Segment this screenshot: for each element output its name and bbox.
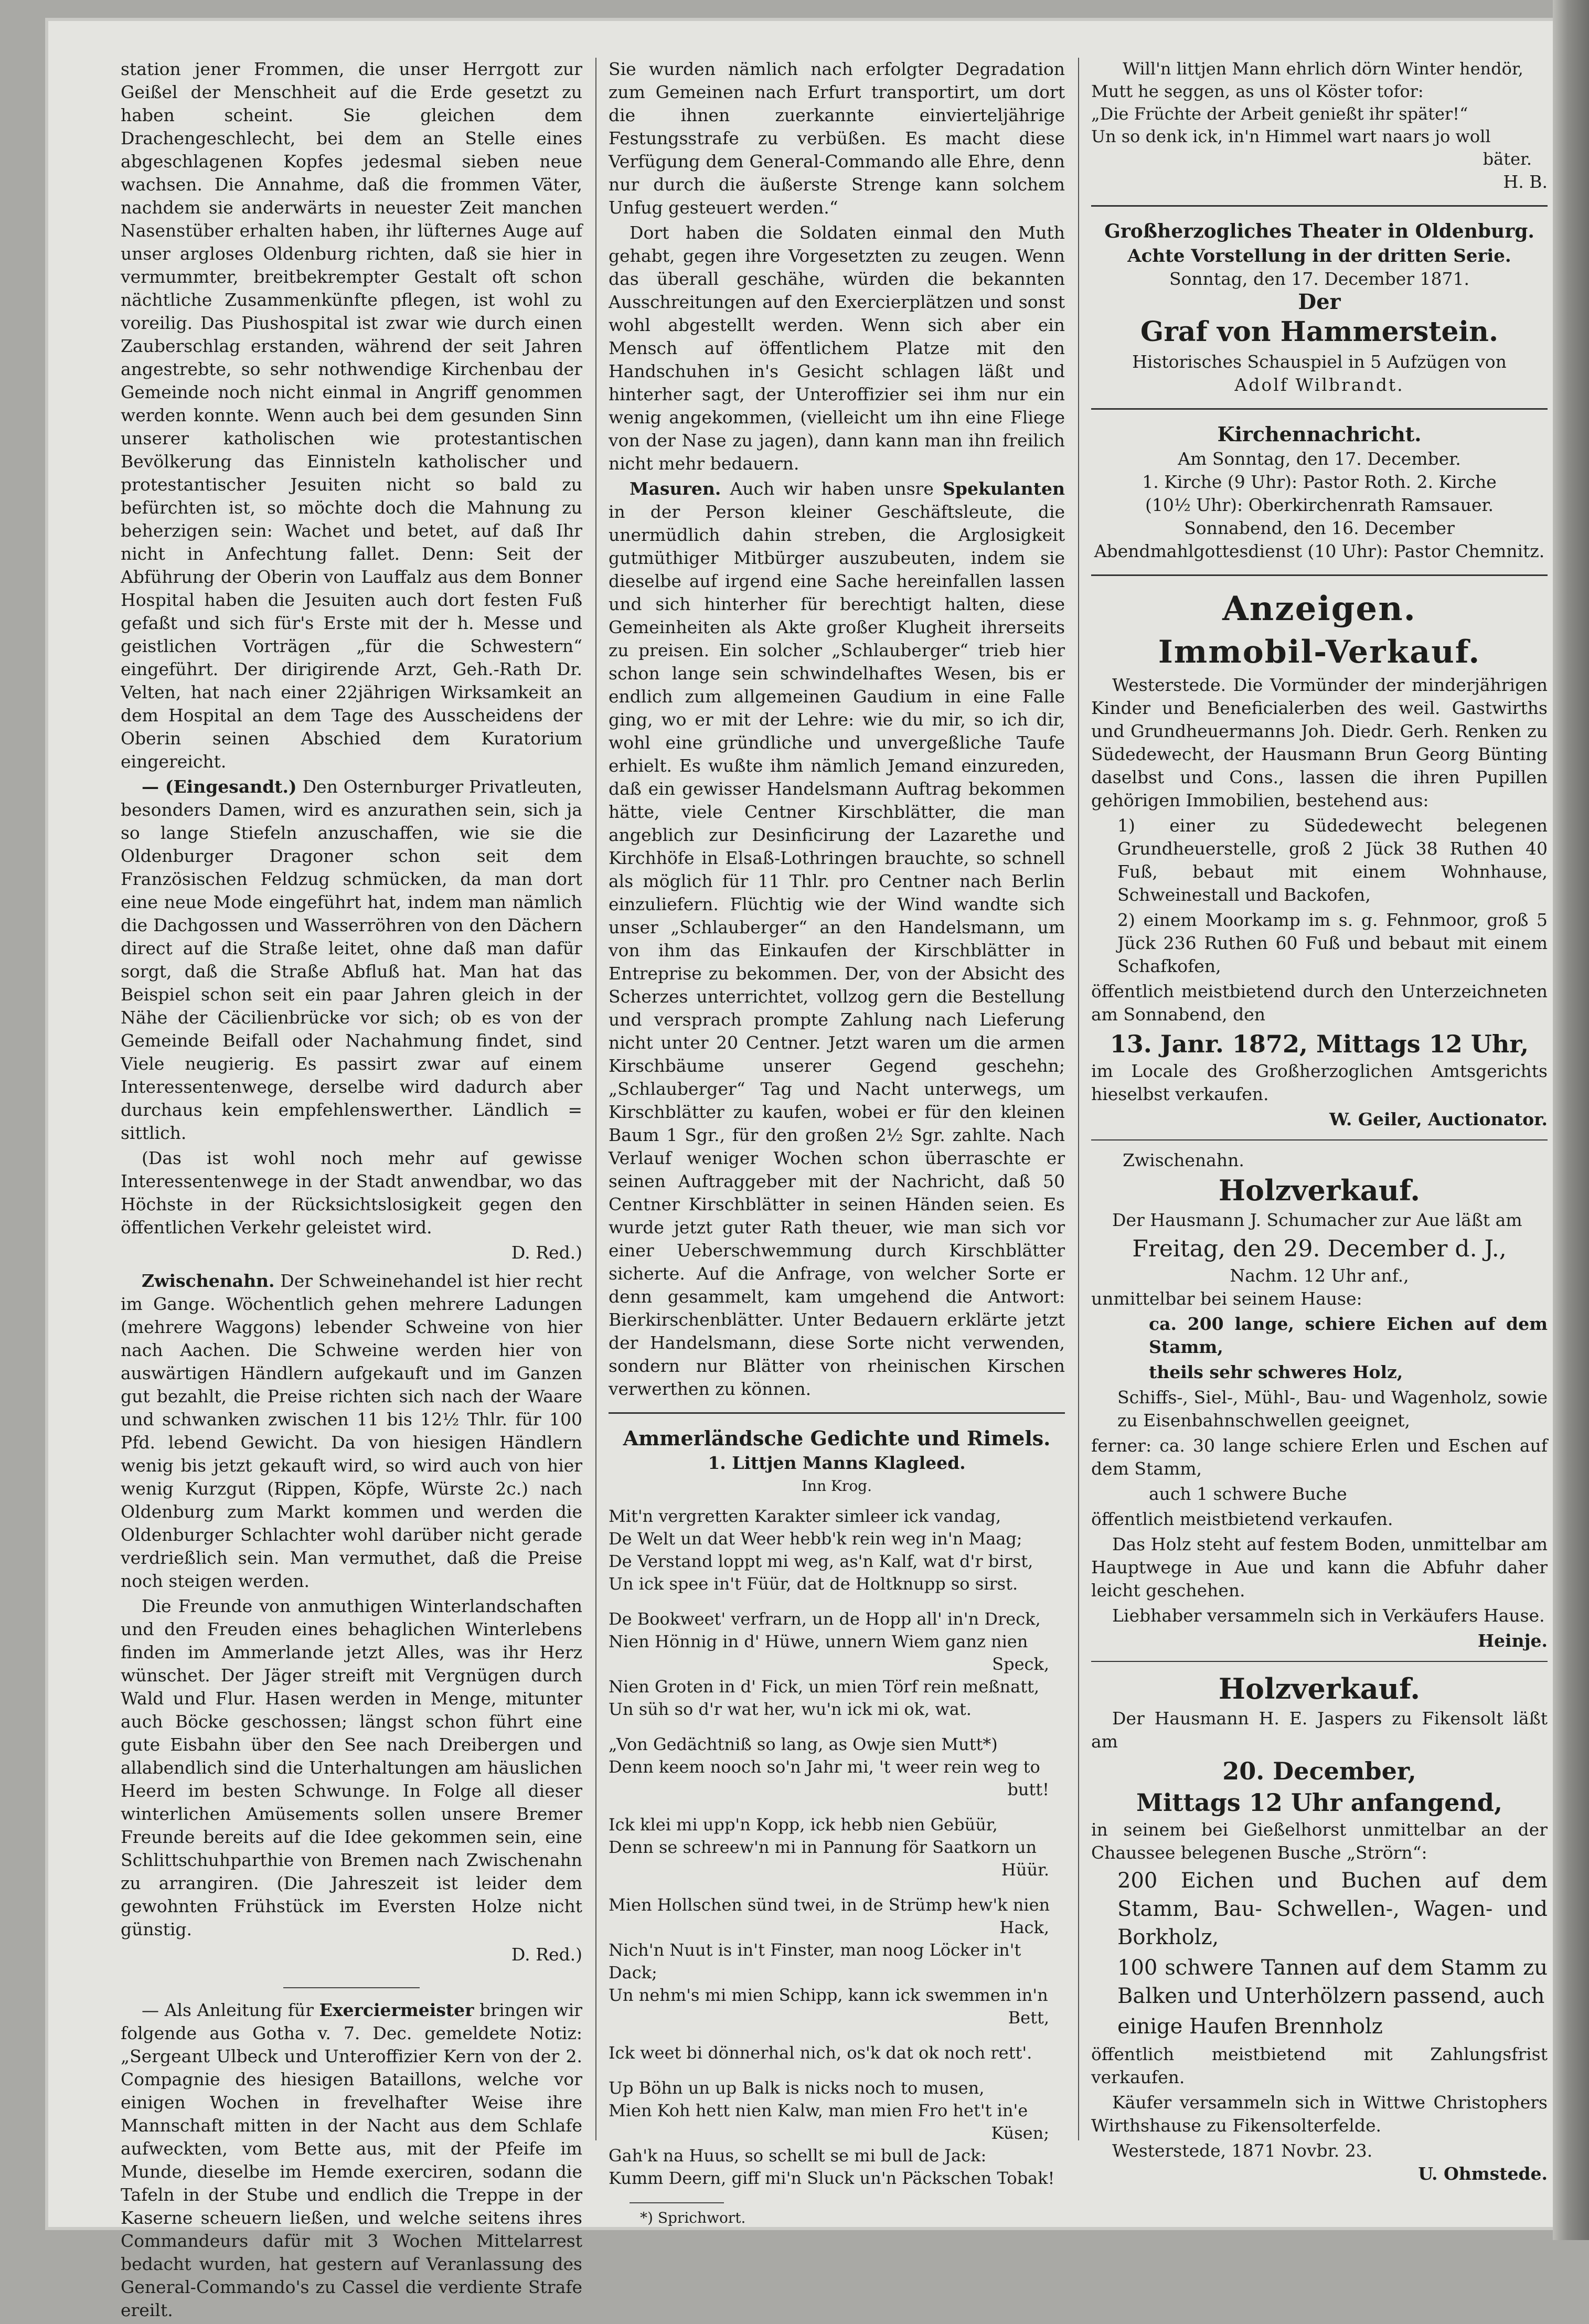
article-winter: Die Freunde von anmuthigen Winterlandschaften und den Freuden eines behaglichen Winterlebens finden im Ammerlande jetzt Alles, was ihr Herz wünschet. Der Jäger streift mit Vergnügen durch Wald und Flur. Hasen werden in Menge, mitunter auch Böcke geschossen; längst schon führt eine gute Eisbahn über den See nach Dreibergen und allabendlich sind die Unterhaltungen am häuslichen Heerd im besten Schwunge. In Folge all dieser winterlichen Amüsements sollen unsere Bremer Freunde bereits auf die Idee gekommen sein, eine Schlittschuhparthie von Bremen nach Zwischenahn zu arrangiren. (Die Jahreszeit ist leider dem gewohnten Frühstück im Eversten Holze nicht günstig. <box>121 1596 582 1939</box>
poem-line: Un so denk ick, in'n Himmel wart naars jo woll <box>1091 126 1491 146</box>
poem-line: Speck, <box>992 1654 1049 1674</box>
holz2-text: Der Hausmann H. E. Jaspers zu Fikensolt läßt am <box>1091 1708 1548 1752</box>
holz1-text: Das Holz steht auf festem Boden, unmittelbar am Hauptwege in Aue und kann die Abfuhr daher leicht geschehen. <box>1091 1534 1548 1601</box>
article-jesuits: station jener Frommen, die unser Herrgott zur Geißel der Menschheit auf die Erde gesetzt zu haben scheint. Sie gleichen dem Drachengeschlecht, bei dem an Stelle eines abgeschlagenen Kopfes jedesmal sieben neue wachsen. Die Annahme, daß die frommen Väter, nachdem sie anderwärts in neuester Zeit manchen Nasenstüber erhalten haben, ihr lüfternes Auge auf unser argloses Oldenburg richten, daß sie hier in vermummter, breitbekrempter Gestalt oft schon nächtliche Zusammenkünfte pflegen, ist wohl zu voreilig. Das Piushospital ist zwar wie durch einen Zauberschlag erstanden, während der seit Jahren angestrebte, so sehr nothwendige Kirchenbau der Gemeinde noch nicht einmal in Angriff genommen werden konnte. Wenn auch bei dem gesunden Sinn unserer katholischen wie protestantischen Bevölkerung das Einnisteln katholischer und protestantischer Jesuiten nicht so bald zu befürchten ist, so möchte doch die Mahnung zu beherzigen sein: Wachet und betet, auf daß Ihr nicht in Anfechtung fallet. Denn: Seit der Abführung der Oberin von Lauffalz aus dem Bonner Hospital haben die Jesuiten auch dort festen Fuß gefaßt und sich für's Erste mit der h. Messe und geistlichen Vorträgen „für die Schwestern“ eingeführt. Der dirigirende Arzt, Geh.-Rath Dr. Velten, hat nach einer 22jährigen Wirksamkeit an dem Hospital an dem Tage des Ausscheidens der Oberin seinen Abschied dem Kuratorium eingereicht. <box>121 59 582 772</box>
holz1-item: theils sehr schweres Holz, <box>1149 1362 1403 1382</box>
poem-line: Denn keem nooch so'n Jahr mi, 't weer rein weg to <box>609 1757 1040 1777</box>
poem-title: 1. Littjen Manns Klagleed. <box>708 1453 966 1473</box>
church-line: (10½ Uhr): Oberkirchenrath Ramsauer. <box>1145 495 1494 515</box>
article-exerciermeister <box>121 1999 582 2322</box>
holz1-text: unmittelbar bei seinem Hause: <box>1091 1288 1362 1309</box>
holz2-signature: U. Ohmstede. <box>1418 2163 1548 2184</box>
holz1-item: ferner: ca. 30 lange schiere Erlen und Eschen auf dem Stamm, <box>1091 1435 1548 1479</box>
holz2-text: in seinem bei Gießelhorst unmittelbar an der Chaussee belegenen Busche „Strörn“: <box>1091 1819 1548 1863</box>
poem-line: butt! <box>1007 1779 1049 1799</box>
divider <box>1091 408 1548 410</box>
article-lead: Zwischenahn. <box>142 1271 275 1291</box>
holz2-place: Westerstede, 1871 Novbr. 23. <box>1112 2140 1373 2161</box>
holz1-text: öffentlich meistbietend verkaufen. <box>1091 1509 1393 1529</box>
theatre-author: Adolf Wilbrandt. <box>1234 375 1404 395</box>
editor-note: (Das ist wohl noch mehr auf gewisse Interessentenwege in der Stadt anwendbar, wo das Höchste in der Rücksichtslosigkeit gegen den öffentlichen Verkehr geleistet wird. <box>121 1148 582 1238</box>
article-text: bringen wir folgende aus Gotha v. 7. Dec. gemeldete Notiz: „Sergeant Ulbeck und Unteroffizier Kern von der 2. Compagnie des hiesigen Bataillons, welche vor einigen Wochen in frevelhafter Weise ihre Mannschaft mitten in der Nacht aus dem Schlafe aufweckten, vom Bette aus, mit der Pfeife im Munde, dieselbe im Hemde exerciren, sodann die Tafeln in der Stube und endlich die Treppe in der Kaserne scheuern ließen, und welche seitens ihres Commandeurs dafür mit 3 Wochen Mittelarrest bedacht wurden, hat gestern auf Veranlassung des General-Commando's zu Cassel die verdiente Strafe ereilt. <box>121 2000 582 2320</box>
poem-line: Kumm Deern, giff mi'n Sluck un'n Päckschen Tobak! <box>609 2168 1055 2188</box>
poem-continuation <box>1091 58 1548 170</box>
church-line: 1. Kirche (9 Uhr): Pastor Roth. 2. Kirche <box>1142 472 1497 492</box>
article-eingesandt <box>121 775 582 1145</box>
poem-stanza <box>609 1608 1065 1721</box>
poem-stanza <box>609 1505 1065 1595</box>
theatre-title: Großherzogliches Theater in Oldenburg. <box>1104 220 1534 242</box>
editor-signature: D. Red.) <box>511 1242 582 1263</box>
immo-text: öffentlich meistbietend durch den Unterzeichneten am Sonnabend, den <box>1091 981 1548 1025</box>
divider <box>609 1412 1065 1414</box>
poem-line: Nich'n Nuut is in't Finster, man noog Löcker in't Dack; <box>609 1940 1021 1982</box>
holz1-item: ca. 200 lange, schiere Eichen auf dem Stamm, <box>1149 1314 1548 1357</box>
holz1-title: Holzverkauf. <box>1218 1174 1421 1207</box>
poem-line: Denn se schreew'n mi in Pannung för Saatkorn un <box>609 1837 1037 1857</box>
ads-heading: Anzeigen. <box>1222 589 1416 628</box>
poem-line: Un süh so d'r wat her, wu'n ick mi ok, wat. <box>609 1699 972 1719</box>
holz1-date: Freitag, den 29. December d. J., <box>1132 1235 1507 1262</box>
editor-signature: D. Red.) <box>511 1944 582 1965</box>
column-rule <box>1078 58 1079 2140</box>
holz1-text: Der Hausmann J. Schumacher zur Aue läßt am <box>1112 1210 1522 1230</box>
poem-line: Hüür. <box>1001 1860 1049 1880</box>
poem-line: Mien Hollschen sünd twei, in de Strümp hew'k nien <box>609 1895 1050 1915</box>
immo-text: im Locale des Großherzoglichen Amtsgerichts hieselbst verkaufen. <box>1091 1061 1548 1104</box>
holz1-item: Schiffs-, Siel-, Mühl-, Bau- und Wagenholz, sowie zu Eisenbahnschwellen geeignet, <box>1117 1387 1548 1431</box>
page-edge <box>1553 0 1589 2240</box>
article-soldiers: Dort haben die Soldaten einmal den Muth gehabt, gegen ihre Vorgesetzten zu zeugen. Wenn das überall geschähe, würden die bekannten Ausschreitungen auf den Exercierplätzen und sonst wohl abgestellt werden. Wenn sich aber ein Mensch auf öffentlichem Platze mit den Handschuhen in's Gesicht schlagen läßt und hinterher sagt, der Unteroffizier sei ihm nur ein wenig angekommen, (vielleicht um ihn eine Fliege von der Nase zu jagen), dann kann man ihn freilich nicht mehr bedauern. <box>609 222 1065 474</box>
holz1-location: Zwischenahn. <box>1123 1150 1244 1170</box>
poem-line: Up Böhn un up Balk is nicks noch to musen, <box>609 2078 985 2098</box>
theatre-der: Der <box>1298 290 1341 314</box>
poem-line: Mutt he seggen, as uns ol Köster tofor: <box>1091 81 1424 101</box>
article-lead: Exerciermeister <box>319 2000 474 2020</box>
poem-line: Hack, <box>999 1917 1049 1937</box>
column-1 <box>121 58 582 2324</box>
poem-line: Un nehm's mi mien Schipp, kann ick swemmen in'n <box>609 1985 1048 2005</box>
article-text: — Als Anleitung für <box>142 2000 314 2020</box>
column-3 <box>1091 58 1548 2191</box>
article-masuren <box>609 477 1065 1401</box>
divider <box>630 2202 724 2203</box>
holz2-time: Mittags 12 Uhr anfangend, <box>1136 1788 1502 1817</box>
column-rule <box>595 58 596 2140</box>
article-zwischenahn <box>121 1270 582 1593</box>
poem-line: Bett, <box>1008 2008 1049 2028</box>
holz1-text: Liebhaber versammeln sich in Verkäufers Hause. <box>1112 1605 1545 1626</box>
theatre-description: Historisches Schauspiel in 5 Aufzügen von <box>1132 351 1507 372</box>
poem-stanza <box>609 1814 1065 1881</box>
poem-line: Nien Hönnig in d' Hüwe, unnern Wiem ganz nien <box>609 1632 1028 1651</box>
poem-line: Will'n littjen Mann ehrlich dörn Winter hendör, <box>1123 59 1523 79</box>
article-continuation: Sie wurden nämlich nach erfolgter Degradation zum Gemeinen nach Erfurt transportirt, um dort die ihnen zuerkannte einvierteljährige Festungsstrafe zu verbüßen. Es macht diese Verfügung dem General-Commando alle Ehre, denn nur durch die äußerste Strenge kann solchem Unfug gesteuert werden.“ <box>609 59 1065 218</box>
immo-item: 1) einer zu Südedewecht belegenen Grundheuerstelle, groß 2 Jück 38 Ruthen 40 Fuß, bebaut mit einem Wohnhause, Schweinestall und Backofen, <box>1117 815 1548 905</box>
divider <box>283 1987 420 1988</box>
poem-line: Küsen; <box>991 2123 1049 2143</box>
holz2-item: einige Haufen Brennholz <box>1117 2014 1383 2039</box>
column-2 <box>609 58 1065 2229</box>
divider <box>1091 574 1548 576</box>
poem-line: „Von Gedächtniß so lang, as Owje sien Mutt*) <box>609 1734 998 1754</box>
holz1-item: auch 1 schwere Buche <box>1149 1484 1347 1504</box>
poem-stanza <box>609 2077 1065 2190</box>
holz2-text: Käufer versammeln sich in Wittwe Christophers Wirthshause zu Fikensolterfelde. <box>1091 2092 1548 2136</box>
holz2-date: 20. December, <box>1222 1757 1416 1785</box>
article-lead: — (Eingesandt.) <box>142 776 297 797</box>
poem-stanza <box>609 2042 1065 2064</box>
holz1-time: Nachm. 12 Uhr anf., <box>1230 1265 1409 1286</box>
poem-line: De Verstand loppt mi weg, as'n Kalf, wat d'r birst, <box>609 1551 1033 1571</box>
church-line: Abendmahlgottesdienst (10 Uhr): Pastor Chemnitz. <box>1094 541 1545 561</box>
holz2-item: 100 schwere Tannen auf dem Stamm zu Balken und Unterhölzern passend, auch <box>1117 1956 1548 2008</box>
poem-line: De Bookweet' verfrarn, un de Hopp all' in'n Dreck, <box>609 1609 1041 1629</box>
theatre-date: Sonntag, den 17. December 1871. <box>1169 269 1470 289</box>
article-lead: Spekulanten <box>943 478 1065 499</box>
poem-line: Gah'k na Huus, so schellt se mi bull de Jack: <box>609 2146 987 2166</box>
article-text: in der Person kleiner Geschäftsleute, die unermüdlich dahin streben, die Arglosigkeit gutmüthiger Mitbürger auszubeuten, indem sie dieselbe auf irgend eine Sache hereinfallen lassen und sich hinterher für berechtigt halten, diese Gemeinheiten als Akte großer Klugheit ihrerseits zu preisen. Ein solcher „Schlauberger“ trieb hier schon lange sein schwindelhaftes Wesen, bis er endlich zum allgemeinen Gaudium in eine Falle ging, wo er mit der Lehre: wie du mir, so ich dir, wohl eine gründliche und unvergeßliche Taufe erhielt. Es wußte ihm nämlich Jemand einzureden, daß ein gewisser Handelsmann Auftrag bekommen hätte, viele Centner Kirschblätter, die man angeblich zur Desinficirung der Lazarethe und Kirchhöfe in Elsaß-Lothringen brauchte, so schnell als möglich für 11 Thlr. pro Centner nach Berlin einzuliefern. Flüchtig wie der Wind wandte sich unser „Schlauberger“ an den Handelsmann, um von ihm das Einkaufen der Kirschblätter in Entreprise zu bekommen. Der, von der Absicht des Scherzes unterrichtet, vollzog gern die Bestellung und versprach prompte Zahlung nach Lieferung nicht unter 20 Centner. Jetzt waren um die armen Kirschbäume unserer Gegend geschehn; „Schlauberger“ Tag und Nacht unterwegs, um Kirschblätter zu kaufen, wobei er für den kleinen Baum 1 Sgr., für den großen 2½ Sgr. zahlte. Nach Verlauf weniger Wochen schon überraschte er seinen Auftraggeber mit der Nachricht, daß 50 Centner Kirschblätter in seinen Händen seien. Es wurde jetzt guter Rath theuer, wie man sich vor einer Ueberschwemmung durch Kirschblätter sicherte. Auf die Anfrage, von welcher Sorte er denn gesammelt, kam umgehend die Antwort: Bierkirschenblätter. Unter Bedauern erklärte jetzt der Handelsmann, diese Sorte nicht verwenden, sondern nur Blätter von rheinischen Kirschen verwerthen zu können. <box>609 502 1065 1399</box>
immo-item: 2) einem Moorkamp im s. g. Fehnmoor, groß 5 Jück 236 Ruthen 60 Fuß und bebaut mit einem Schafkofen, <box>1117 910 1548 976</box>
poem-section-title: Ammerländsche Gedichte und Rimels. <box>623 1426 1051 1450</box>
theatre-play: Graf von Hammerstein. <box>1140 316 1499 348</box>
poem-line: Mien Koh hett nien Kalw, man mien Fro het't in'e <box>609 2101 1028 2120</box>
article-text: Der Schweinehandel ist hier recht im Gange. Wöchentlich gehen mehrere Ladungen (mehrere Waggons) lebender Schweine von hier nach Aachen. Die Schweine werden hier von auswärtigen Händlern aufgekauft und im Ganzen gut bezahlt, die Preise richten sich nach der Waare und schwanken zwischen 11 bis 12½ Thlr. für 100 Pfd. lebend Gewicht. Da von hiesigen Händlern wenig bis jetzt gekauft wird, so wird auch von hier wenig Kurzgut (Rippen, Köpfe, Würste 2c.) nach Oldenburg zum Markt kommen und werden die Oldenburger Schlachter wohl darüber nicht gerade verdrießlich sein. Man vermuthet, daß die Preise noch steigen werden. <box>121 1271 582 1591</box>
poem-signature: H. B. <box>1503 172 1548 192</box>
poem-line: bäter. <box>1483 149 1532 169</box>
church-line: Sonnabend, den 16. December <box>1184 518 1455 538</box>
immo-signature: W. Geiler, Auctionator. <box>1329 1109 1548 1129</box>
holz2-text: öffentlich meistbietend mit Zahlungsfrist verkaufen. <box>1091 2044 1548 2087</box>
article-text: Auch wir haben unsre <box>730 478 934 499</box>
holz2-item: 200 Eichen und Buchen auf dem Stamm, Bau- Schwellen-, Wagen- und Borkholz, <box>1117 1869 1548 1949</box>
holz2-title: Holzverkauf. <box>1218 1672 1421 1705</box>
poem-location: Inn Krog. <box>801 1477 872 1495</box>
theatre-subtitle: Achte Vorstellung in der dritten Serie. <box>1127 246 1511 266</box>
poem-line: Ick weet bi dönnerhal nich, os'k dat ok noch rett'. <box>609 2043 1032 2063</box>
divider <box>1091 1139 1548 1140</box>
immo-text: Westerstede. Die Vormünder der minderjährigen Kinder und Beneficialerben des weil. Gastwirths und Grundheuermanns Joh. Diedr. Gerh. Renken zu Südedewecht, der Hausmann Brun Georg Bünting daselbst und Cons., lassen die ihren Pupillen gehörigen Immobilien, bestehend aus: <box>1091 675 1548 811</box>
poem-line: Un ick spee in't Füür, dat de Holtknupp so sirst. <box>609 1574 1018 1594</box>
poem-stanza <box>609 1894 1065 2029</box>
divider <box>1091 205 1548 207</box>
article-lead: Masuren. <box>630 478 721 499</box>
poem-line: Ick klei mi upp'n Kopp, ick hebb nien Gebüür, <box>609 1815 998 1835</box>
poem-stanza <box>609 1733 1065 1801</box>
church-line: Am Sonntag, den 17. December. <box>1178 449 1461 469</box>
immo-date: 13. Janr. 1872, Mittags 12 Uhr, <box>1110 1030 1529 1058</box>
poem-line: Mit'n vergretten Karakter simleer ick vandag, <box>609 1506 1001 1526</box>
divider <box>1091 1661 1548 1662</box>
poem-line: Nien Groten in d' Fick, un mien Törf rein meßnatt, <box>609 1677 1040 1697</box>
immo-title: Immobil-Verkauf. <box>1158 634 1481 670</box>
poem-line: „Die Früchte der Arbeit genießt ihr später!“ <box>1091 104 1468 124</box>
poem-line: De Welt un dat Weer hebb'k rein weg in'n Maag; <box>609 1529 1022 1549</box>
poem <box>609 1505 1065 2190</box>
article-text: Den Osternburger Privatleuten, besonders Damen, wird es anzurathen sein, sich ja so lange Stiefeln anzuschaffen, wie sie die Oldenburger Dragoner schon seit dem Französischen Feldzug schmücken, da man dort eine neue Mode eingeführt hat, indem man nämlich die Dachgossen und Wasserröhren von den Dächern direct auf die Straße leitet, ohne daß man dafür sorgt, daß die Straße Abfluß hat. Man hat das Beispiel schon seit ein paar Jahren gleich in der Nähe der Cäcilienbrücke vor sich; ob es von der Gemeinde Beifall oder Nachahmung findet, sind Viele neugierig. Es passirt zwar auf einem Interessentenwege, derselbe wird dadurch aber durchaus kein empfehlenswerther. Ländlich = sittlich. <box>121 776 583 1143</box>
holz1-signature: Heinje. <box>1477 1630 1548 1651</box>
footnote: *) Sprichwort. <box>640 2209 746 2226</box>
church-title: Kirchennachricht. <box>1217 422 1422 446</box>
